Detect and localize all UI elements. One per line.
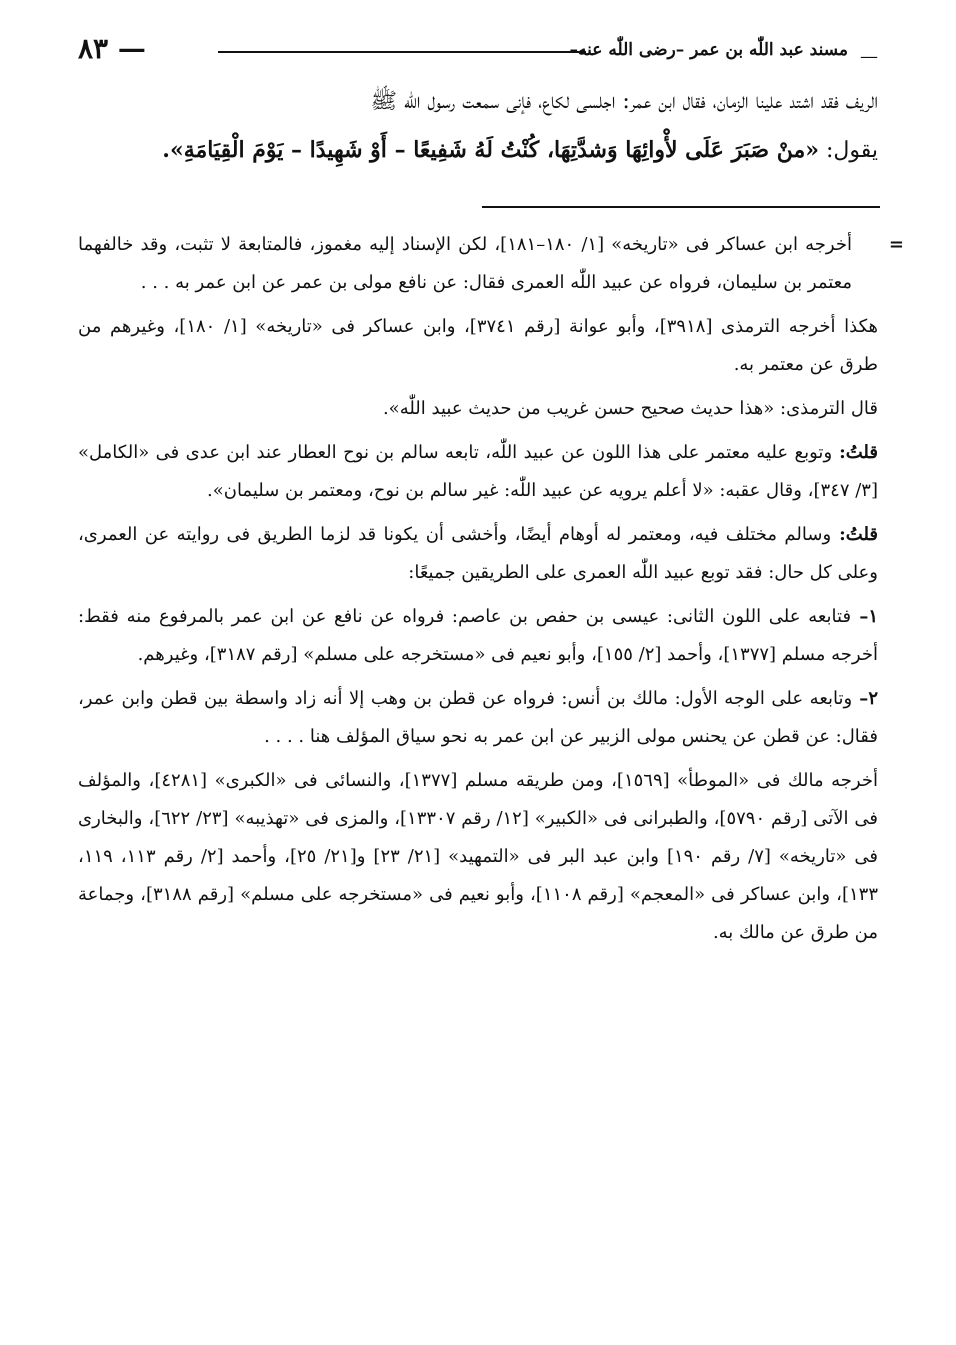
footnote-text-6: فتابعه على اللون الثانى: عيسى بن حفص بن عاصم: فرواه عن نافع عن ابن عمر بالمرفوع منه فقط: أخرجه مسلم [١٣٧٧]، وأحمد [٢/ ١٥٥]، وأبو نعيم فى «مستخرجه على مسلم» [رقم ٣١٨٧]، وغيرهم.: [78, 606, 878, 665]
main-line-2: [78, 126, 878, 175]
footnote-text-4: وتوبع عليه معتمر على هذا اللون عن عبيد اللّٰه، تابعه سالم بن نوح العطار عند ابن عدى فى «الكامل» [٣/ ٣٤٧]، وقال عقبه: «لا أعلم يرويه عن عبيد اللّٰه: غير سالم بن نوح، ومعتمر بن سليمان».: [78, 442, 878, 501]
footnote-paragraph-3: قال الترمذى: «هذا حديث صحيح حسن غريب من حديث عبيد اللّٰه».: [382, 398, 878, 419]
page-header: [78, 32, 878, 68]
hadith-text: «منْ صَبَرَ عَلَى لأْوائِهَا وَشدَّتِهَا، كُنْتُ لَهُ شَفِيعًا – أَوْ شَهِيدًا – يَوْمَ الْقِيَامَةِ».: [162, 137, 819, 163]
footnote-4-lead: قلتُ:: [832, 442, 878, 463]
footnote-paragraph-2: هكذا أخرجه الترمذى [٣٩١٨]، وأبو عوانة [رقم ٣٧٤١]، وابن عساكر فى «تاريخه» [١/ ١٨٠]، وغيرهم من طرق عن معتمر به.: [78, 316, 879, 375]
main-line-2-lead: يقول:: [818, 138, 878, 163]
footnote-text-7: وتابعه على الوجه الأول: مالك بن أنس: فرواه عن قطن بن وهب إلا أنه زاد واسطة بين قطن وابن عمر، فقال: عن قطن عن يحنس مولى الزبير عن ابن عمر به نحو سياق المؤلف هنا . . . .: [78, 688, 878, 747]
footnote-separator: [482, 206, 880, 208]
footnote-7-lead: ٢–: [852, 688, 878, 709]
footnotes: [78, 226, 904, 958]
continuation-mark: =: [888, 234, 904, 255]
footnote-text-1: أخرجه ابن عساكر فى «تاريخه» [١/ ١٨٠–١٨١]، لكن الإسناد إليه مغموز، فالمتابعة لا تثبت، وقد خالفهما معتمر بن سليمان، فرواه عن عبيد اللّٰه العمرى فقال: عن نافع مولى بن عمر عن ابن عمر به . . .: [78, 234, 852, 293]
footnote-paragraph-1: [78, 226, 904, 302]
footnote-paragraph-8: أخرجه مالك فى «الموطأ» [١٥٦٩]، ومن طريقه مسلم [١٣٧٧]، والنسائى فى «الكبرى» [٤٢٨١]، والمؤلف فى الآتى [رقم ٥٧٩٠]، والطبرانى فى «الكبير» [١٢/ رقم ١٣٣٠٧]، والمزى فى «تهذيبه» [٢٣/ ٦٢٢]، والبخارى فى «تاريخه» [٧/ رقم ١٩٠] وابن عبد البر فى «التمهيد» [٢١/ ٢٣] و[٢١/ ٢٥]، وأحمد [٢/ رقم ١١٣، ١١٩، ١٣٣]، وابن عساكر فى «المعجم» [رقم ١١٠٨]، وأبو نعيم فى «مستخرجه على مسلم» [رقم ٣١٨٨]، وجماعة من طرق عن مالك به.: [78, 770, 878, 943]
footnote-paragraph-6: [78, 598, 878, 674]
footnote-text-5: وسالم مختلف فيه، ومعتمر له أوهام أيضًا، وأخشى أن يكونا قد لزما الطريق فى روايته عن العمرى، وعلى كل حال: فقد توبع عبيد اللّٰه العمرى على الطريقين جميعًا:: [78, 524, 878, 583]
page-number: — ٨٣: [78, 32, 146, 65]
footnote-6-lead: ١–: [851, 606, 878, 627]
main-line-1: الريف فقد اشتد علينا الزمان، فقال ابن عمر: اجلسى لكاع، فإنى سمعت رسول اللّٰه ﷺ: [370, 89, 878, 114]
main-text: [78, 78, 878, 175]
footnote-paragraph-7: [78, 680, 878, 756]
header-dash: —: [860, 46, 878, 67]
footnote-paragraph-5: [78, 516, 878, 592]
header-rule: [218, 51, 586, 53]
footnote-paragraph-4: [78, 434, 878, 510]
footnote-5-lead: قلتُ:: [831, 524, 879, 545]
running-title: مسند عبد اللّٰه بن عمر –رضى اللّٰه عنه–: [569, 40, 848, 60]
